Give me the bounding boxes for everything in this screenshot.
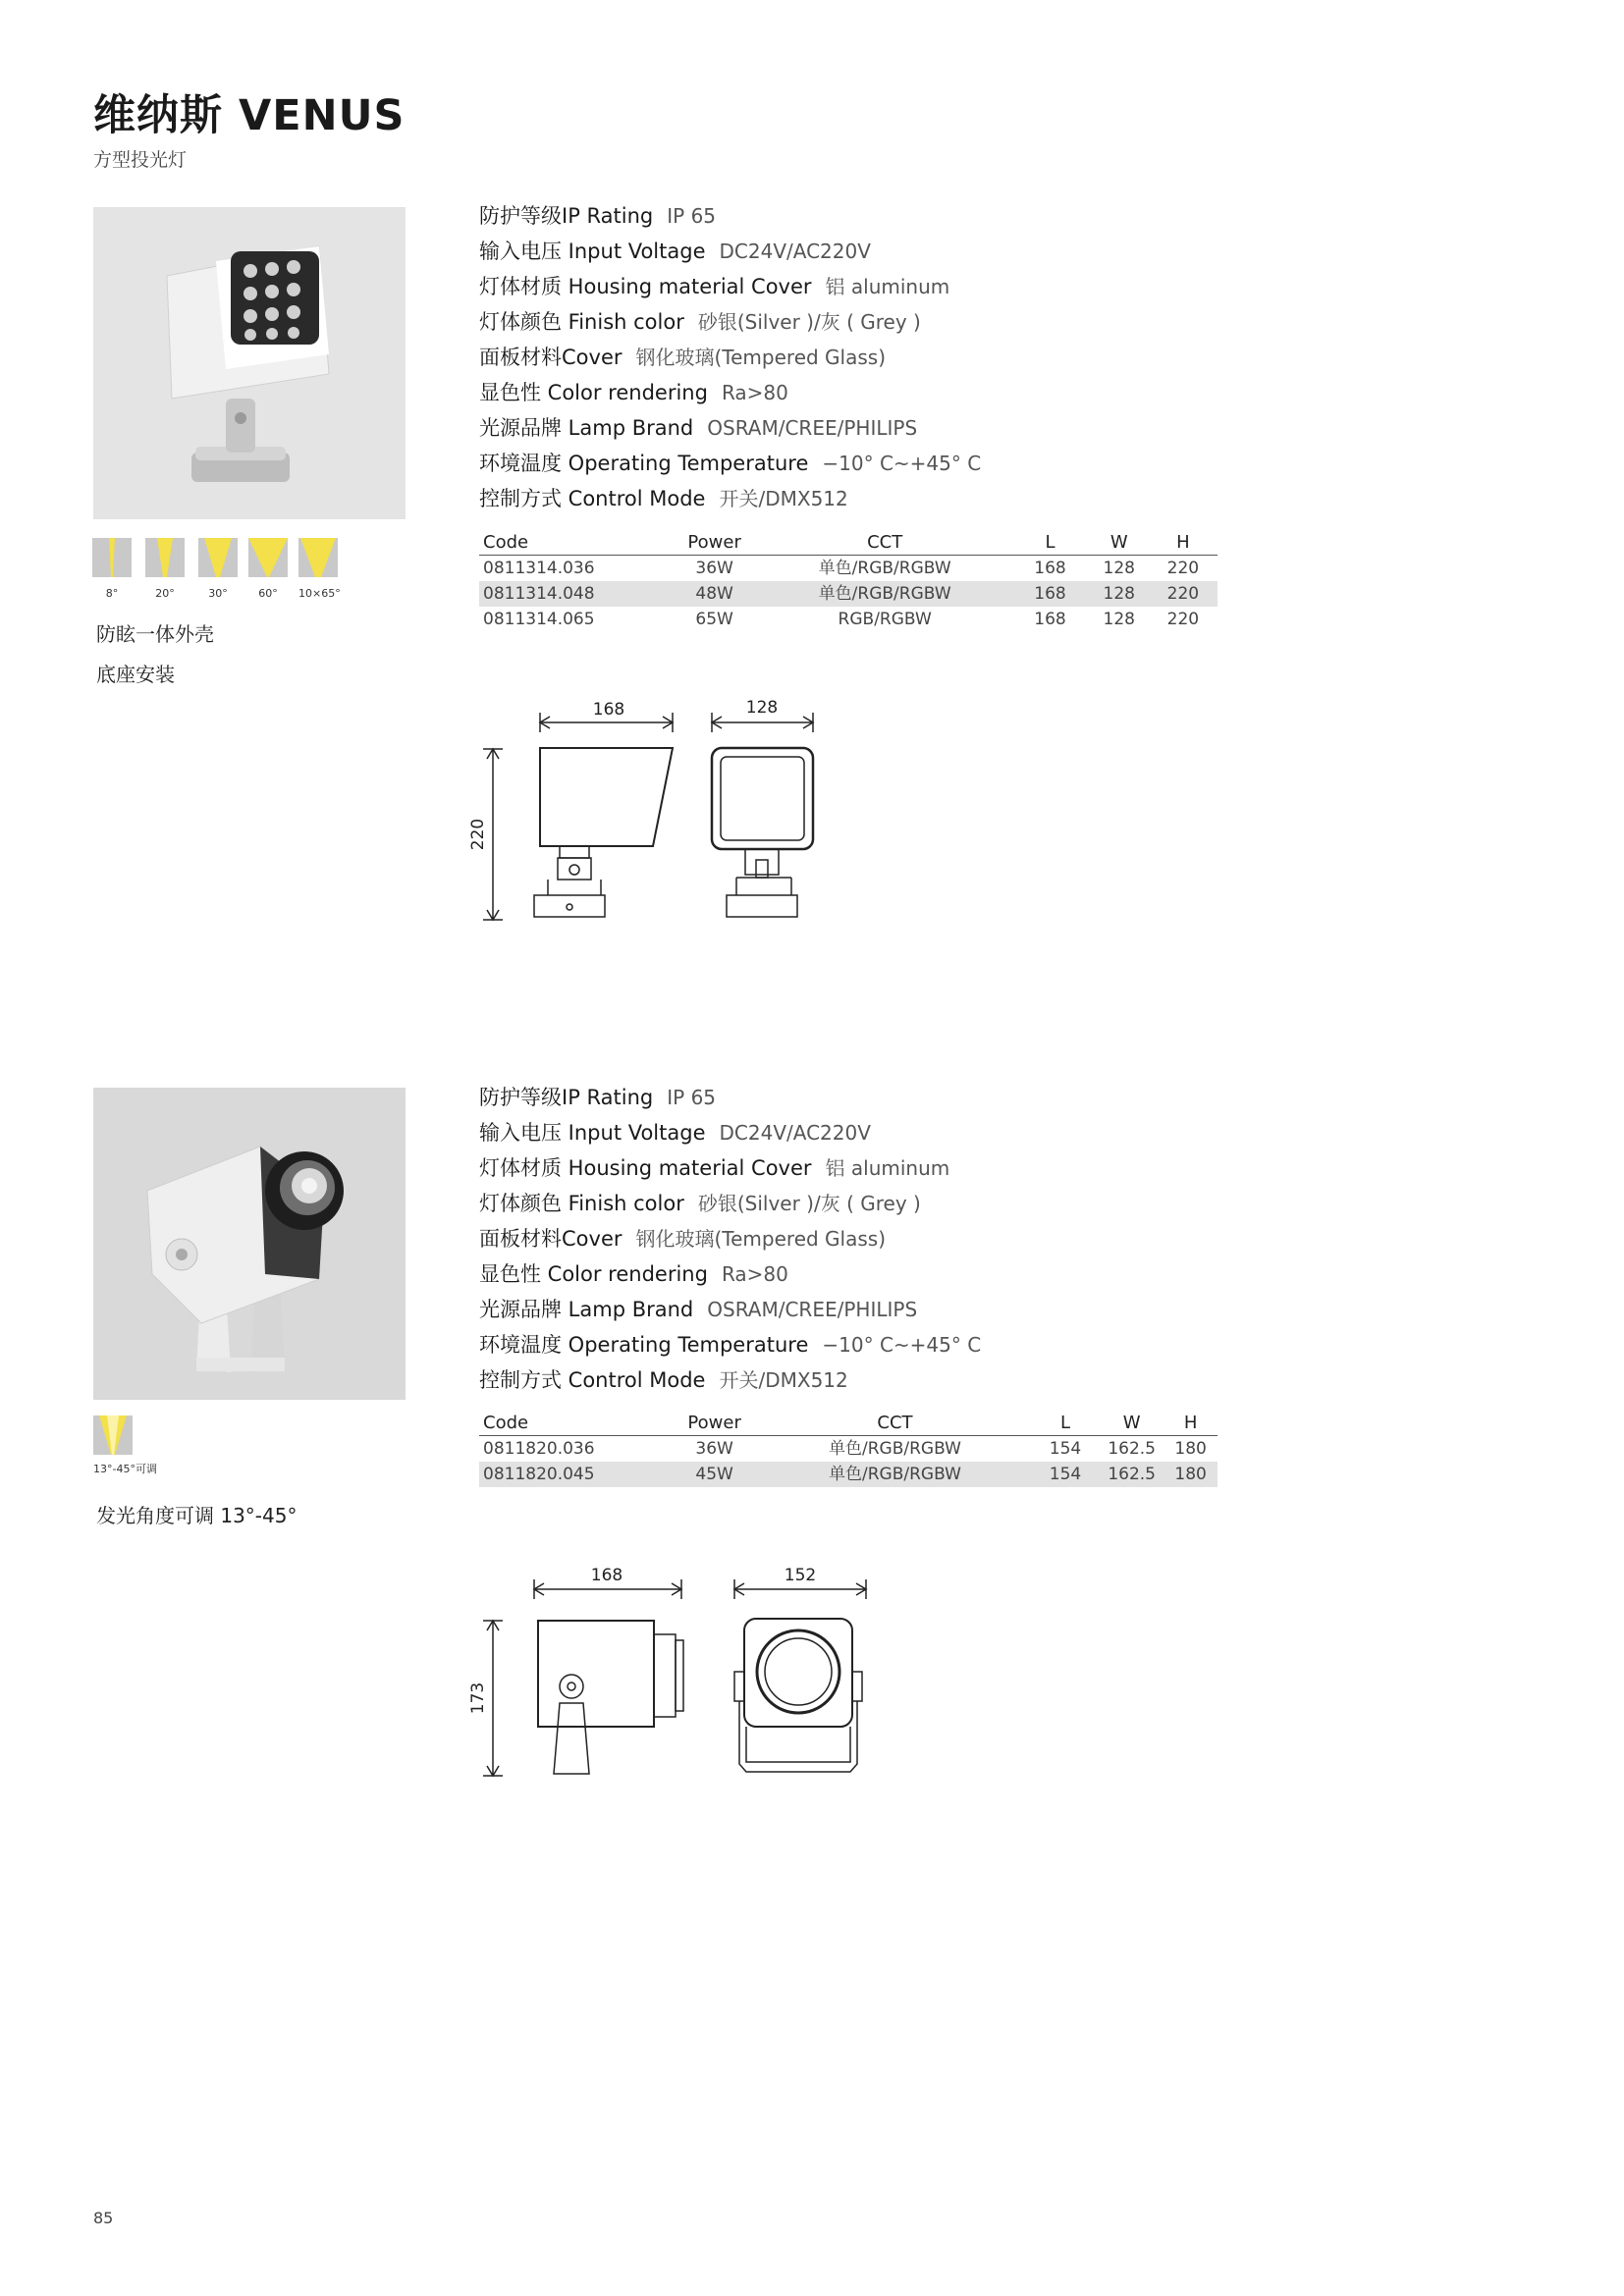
feature-text: 底座安装 — [96, 663, 175, 686]
beam-icon — [248, 538, 288, 577]
page-number: 85 — [93, 2209, 114, 2227]
spec-row: 防护等级IP Rating IP 65 — [479, 1086, 717, 1109]
beam-angle-adjustable: 13°-45°可调 — [93, 1415, 152, 1476]
beam-angle-20: 20° — [145, 538, 185, 600]
spec-row: 灯体颜色 Finish color 砂银(Silver )/灰 ( Grey ) — [479, 1192, 921, 1215]
table-header-row: Code Power CCT L W H — [479, 1412, 1218, 1436]
spec-list-1 — [479, 198, 981, 516]
spec-row: 灯体材质 Housing material Cover 铝 aluminum — [479, 1156, 950, 1180]
table-header-row: Code Power CCT L W H — [479, 531, 1218, 556]
spec-row: 输入电压 Input Voltage DC24V/AC220V — [479, 240, 871, 263]
spec-table-1 — [479, 531, 1218, 632]
spec-row: 面板材料Cover 钢化玻璃(Tempered Glass) — [479, 346, 887, 369]
feature-text: 发光角度可调 13°-45° — [96, 1504, 298, 1527]
spec-list-2 — [479, 1080, 981, 1398]
spec-row: 环境温度 Operating Temperature −10° C~+45° C — [479, 1333, 982, 1357]
table-row: 0811820.036 36W 单色/RGB/RGBW 154 162.5 180 — [483, 1439, 1207, 1459]
spec-row: 显色性 Color rendering Ra>80 — [479, 1262, 788, 1286]
beam-angle-30: 30° — [198, 538, 238, 600]
svg-text:168: 168 — [590, 1566, 623, 1585]
table-row: 0811314.065 65W RGB/RGBW 168 128 220 — [483, 610, 1200, 629]
svg-text:128: 128 — [745, 698, 779, 718]
spec-row: 灯体材质 Housing material Cover 铝 aluminum — [479, 275, 950, 298]
spec-row: 光源品牌 Lamp Brand OSRAM/CREE/PHILIPS — [479, 416, 918, 440]
beam-icon — [298, 538, 338, 577]
spec-row: 灯体颜色 Finish color 砂银(Silver )/灰 ( Grey ) — [479, 310, 921, 334]
table-row: 0811820.045 45W 单色/RGB/RGBW 154 162.5 180 — [479, 1462, 1218, 1487]
dimension-drawing-1 — [461, 687, 835, 933]
page-title: 维纳斯 VENUS — [93, 91, 406, 140]
svg-text:173: 173 — [468, 1682, 488, 1715]
beam-icon — [93, 1415, 133, 1455]
spec-row: 环境温度 Operating Temperature −10° C~+45° C — [479, 452, 982, 475]
beam-angle-10x65: 10×65° — [298, 538, 338, 600]
spec-table-2 — [479, 1412, 1218, 1487]
spec-row: 面板材料Cover 钢化玻璃(Tempered Glass) — [479, 1227, 887, 1251]
beam-angle-60: 60° — [248, 538, 288, 600]
spec-row: 显色性 Color rendering Ra>80 — [479, 381, 788, 404]
svg-text:152: 152 — [784, 1566, 817, 1585]
product-photo-1 — [93, 207, 406, 519]
table-row: 0811314.036 36W 单色/RGB/RGBW 168 128 220 — [483, 559, 1200, 578]
beam-icon — [92, 538, 132, 577]
beam-angle-8: 8° — [92, 538, 132, 600]
spec-row: 光源品牌 Lamp Brand OSRAM/CREE/PHILIPS — [479, 1298, 918, 1321]
page-subtitle: 方型投光灯 — [93, 149, 188, 171]
dimension-drawing-2 — [461, 1556, 874, 1791]
product-photo-2 — [93, 1088, 406, 1400]
spec-row: 防护等级IP Rating IP 65 — [479, 204, 717, 228]
spec-row: 控制方式 Control Mode 开关/DMX512 — [479, 487, 848, 510]
spec-row: 控制方式 Control Mode 开关/DMX512 — [479, 1368, 848, 1392]
spec-row: 输入电压 Input Voltage DC24V/AC220V — [479, 1121, 871, 1145]
table-row: 0811314.048 48W 单色/RGB/RGBW 168 128 220 — [479, 581, 1218, 607]
beam-icon — [145, 538, 185, 577]
feature-text: 防眩一体外壳 — [96, 622, 214, 646]
svg-text:220: 220 — [468, 818, 488, 851]
beam-icon — [198, 538, 238, 577]
svg-text:168: 168 — [592, 700, 625, 720]
